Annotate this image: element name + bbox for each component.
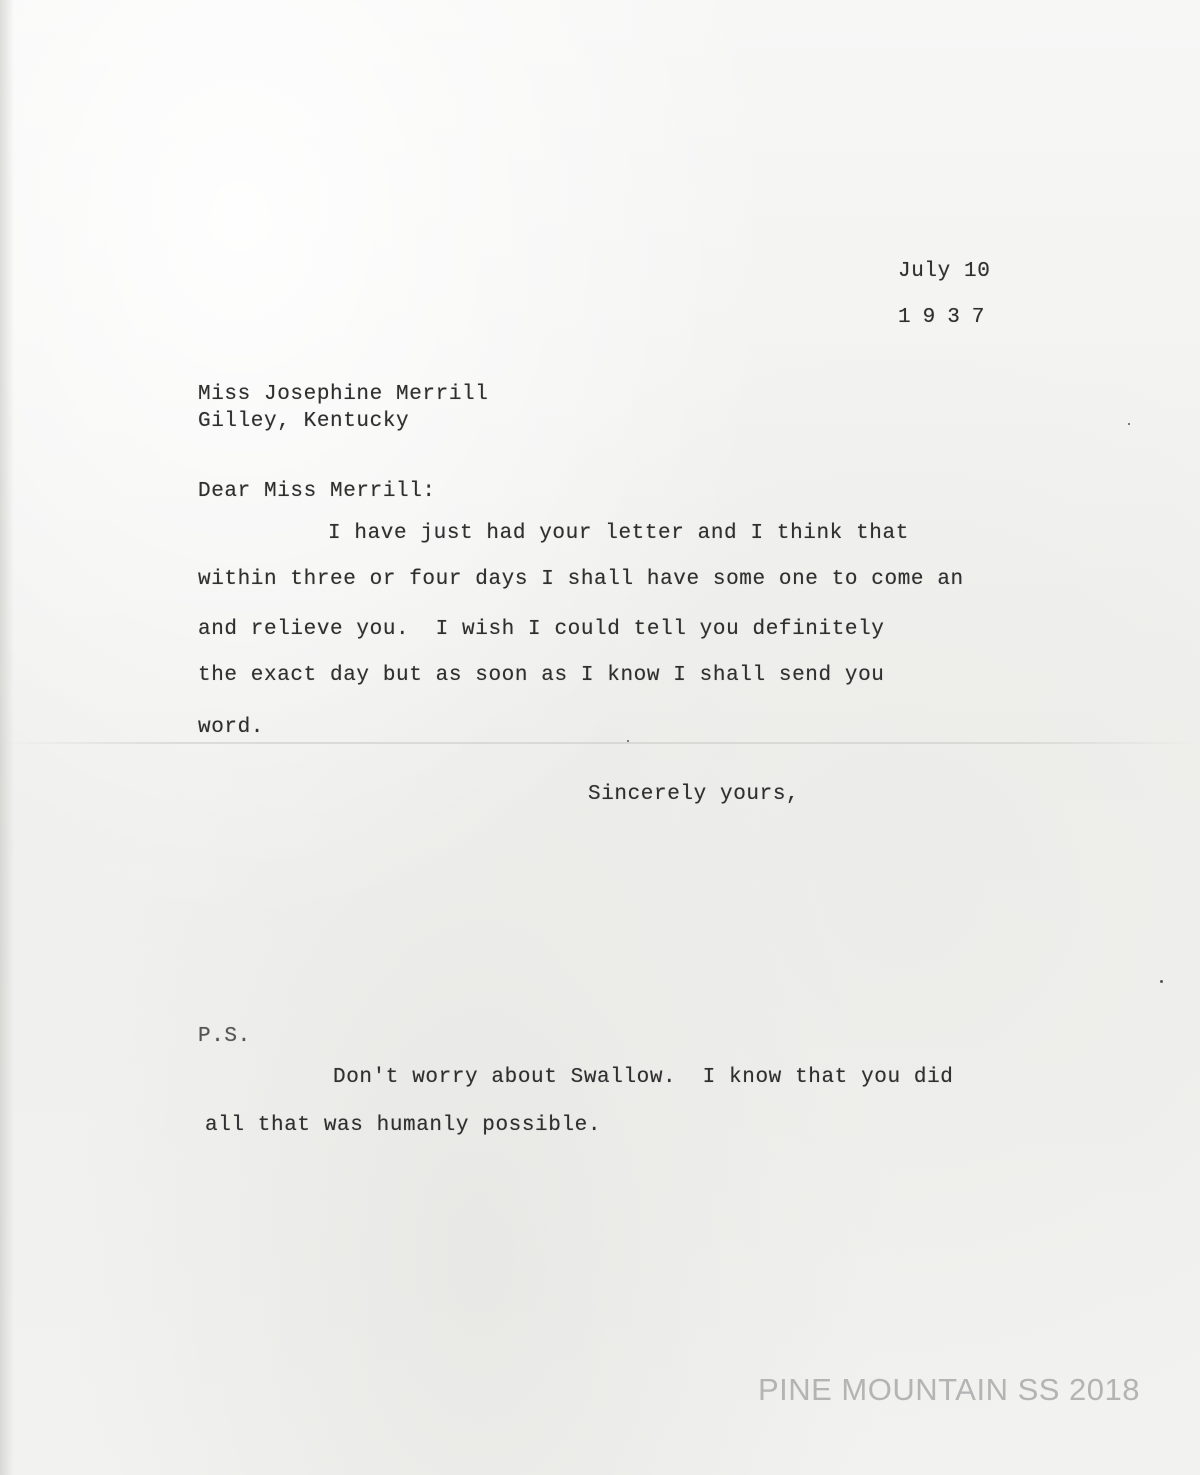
- body-line: within three or four days I shall have some one to come an: [198, 568, 964, 591]
- ink-speck: [1128, 423, 1130, 425]
- postscript-line: all that was humanly possible.: [205, 1114, 602, 1137]
- body-line: and relieve you. I wish I could tell you definitely: [198, 618, 885, 641]
- closing: Sincerely yours,: [588, 783, 800, 806]
- letter-date: July 10: [898, 260, 991, 283]
- salutation: Dear Miss Merrill:: [198, 480, 436, 503]
- body-line: the exact day but as soon as I know I shall send you: [198, 664, 885, 687]
- letter-year: 1937: [898, 306, 997, 329]
- recipient-place: Gilley, Kentucky: [198, 410, 410, 433]
- postscript-label: P.S.: [198, 1025, 251, 1048]
- body-line: I have just had your letter and I think that: [328, 522, 909, 545]
- watermark-text: PINE MOUNTAIN SS 2018: [757, 1372, 1140, 1407]
- body-line: word.: [198, 716, 265, 739]
- ink-speck: [627, 740, 629, 742]
- ink-speck: [1160, 980, 1163, 983]
- paper-fold-line: [0, 742, 1200, 744]
- page-edge-shadow: [0, 0, 14, 1475]
- recipient-name: Miss Josephine Merrill: [198, 383, 489, 406]
- postscript-line: Don't worry about Swallow. I know that you did: [333, 1066, 954, 1089]
